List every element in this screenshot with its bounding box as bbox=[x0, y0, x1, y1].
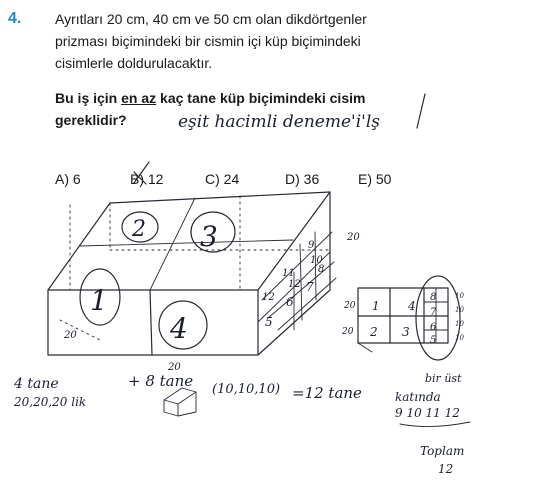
calc-paren: (10,10,10) bbox=[212, 382, 281, 397]
handwritten-note: eşit hacimli deneme'i'lş bbox=[178, 112, 380, 132]
question-text-line-3: cisimlerle doldurulacaktır. bbox=[55, 55, 213, 71]
svg-text:8: 8 bbox=[430, 292, 437, 303]
svg-text:20: 20 bbox=[347, 232, 360, 243]
choice-letter: B) bbox=[130, 171, 144, 187]
grid-sketch bbox=[341, 276, 464, 360]
right-note-4: Toplam bbox=[420, 444, 465, 458]
choice-value: 24 bbox=[223, 171, 240, 187]
note-slash bbox=[417, 94, 425, 128]
prompt-part-2: kaç tane küp biçimindeki cisim bbox=[156, 90, 366, 106]
svg-text:5: 5 bbox=[430, 335, 437, 346]
svg-text:20: 20 bbox=[168, 362, 181, 373]
question-prompt-line-2: gereklidir? bbox=[55, 112, 127, 128]
svg-text:6: 6 bbox=[286, 295, 294, 309]
svg-text:3: 3 bbox=[402, 325, 410, 339]
question-number: 4. bbox=[8, 10, 22, 27]
svg-text:9: 9 bbox=[308, 240, 315, 251]
svg-text:1: 1 bbox=[372, 299, 380, 313]
svg-text:2: 2 bbox=[370, 325, 378, 339]
svg-text:2: 2 bbox=[132, 217, 146, 242]
calc-result: =12 tane bbox=[292, 384, 362, 402]
calc-left-1: 4 tane bbox=[14, 376, 59, 392]
svg-text:4: 4 bbox=[408, 299, 416, 313]
choice-value: 50 bbox=[375, 171, 392, 187]
svg-text:10: 10 bbox=[455, 320, 464, 328]
svg-text:1: 1 bbox=[90, 284, 108, 317]
svg-text:10: 10 bbox=[455, 292, 464, 300]
svg-text:6: 6 bbox=[430, 322, 437, 333]
choice-letter: A) bbox=[55, 171, 69, 187]
svg-text:12: 12 bbox=[262, 292, 275, 303]
question-text-line-2: prizması biçimindeki bir cismin içi küp biçimindeki bbox=[55, 33, 361, 49]
prism-drawing bbox=[48, 192, 360, 373]
svg-text:10: 10 bbox=[455, 334, 464, 342]
calc-plus: + 8 tane bbox=[128, 372, 194, 390]
svg-text:20: 20 bbox=[344, 301, 356, 311]
svg-text:10: 10 bbox=[455, 306, 464, 314]
question-text-line-1: Ayrıtları 20 cm, 40 cm ve 50 cm olan dikdörtgenler bbox=[55, 11, 367, 27]
choice-letter: E) bbox=[358, 171, 372, 187]
svg-text:3: 3 bbox=[200, 220, 218, 253]
answer-check-mark bbox=[134, 162, 149, 184]
prompt-underlined: en az bbox=[121, 90, 157, 106]
right-note-1: bir üst bbox=[425, 372, 462, 385]
svg-text:20: 20 bbox=[64, 330, 77, 341]
right-note-3: 9 10 11 12 bbox=[395, 406, 460, 420]
svg-text:10: 10 bbox=[310, 255, 323, 266]
svg-text:12: 12 bbox=[288, 279, 301, 290]
choice-letter: D) bbox=[285, 171, 300, 187]
choice-value: 12 bbox=[147, 171, 164, 187]
right-note-2: katında bbox=[395, 390, 441, 404]
svg-text:4: 4 bbox=[170, 312, 188, 345]
choice-letter: C) bbox=[205, 171, 220, 187]
small-cube-sketch bbox=[164, 388, 196, 416]
choice-value: 36 bbox=[303, 171, 320, 187]
svg-text:5: 5 bbox=[265, 315, 273, 329]
choice-value: 6 bbox=[72, 171, 81, 187]
svg-text:20: 20 bbox=[342, 327, 354, 337]
svg-text:7: 7 bbox=[430, 307, 437, 318]
svg-text:8: 8 bbox=[318, 264, 325, 275]
svg-text:11: 11 bbox=[282, 268, 295, 279]
prompt-part-1: Bu iş için bbox=[55, 90, 122, 106]
right-note-5: 12 bbox=[438, 462, 454, 476]
calc-left-2: 20,20,20 lik bbox=[14, 395, 87, 409]
svg-text:7: 7 bbox=[306, 280, 314, 294]
